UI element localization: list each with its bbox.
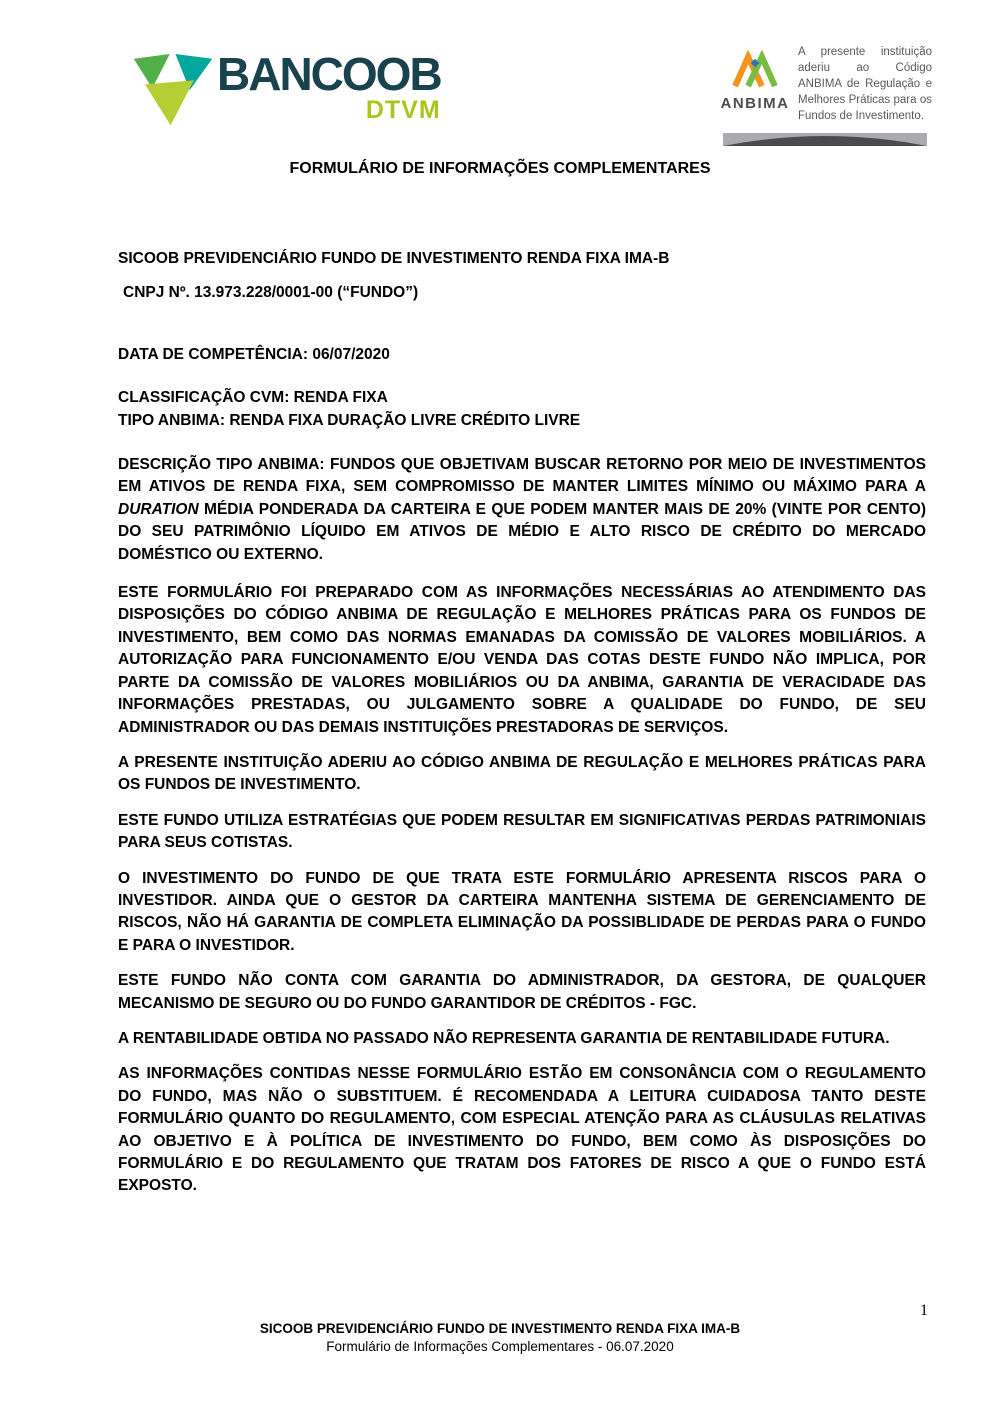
- paragraph-sem-garantia-fgc: ESTE FUNDO NÃO CONTA COM GARANTIA DO ADMINISTRADOR, DA GESTORA, DE QUALQUER MECANISMO DE SEGURO OU DO FUNDO GARANTIDOR DE CRÉDITOS - FGC.: [118, 972, 926, 1012]
- paragraph-consonancia-regulamento: AS INFORMAÇÕES CONTIDAS NESSE FORMULÁRIO ESTÃO EM CONSONÂNCIA COM O REGULAMENTO DO FUNDO, MAS NÃO O SUBSTITUEM. É RECOMENDADA A LEITURA CUIDADOSA TANTO DESTE FORMULÁRIO QUANTO DO REGULAMENTO, COM ESPECIAL ATENÇÃO PARA AS CLÁUSULAS RELATIVAS AO OBJETIVO E À POLÍTICA DE INVESTIMENTO DO FUNDO, BEM COMO ÀS DISPOSIÇÕES DO FORMULÁRIO E DO REGULAMENTO QUE TRATAM DOS FATORES DE RISCO A QUE O FUNDO ESTÁ EXPOSTO.: [118, 1065, 926, 1195]
- footer-fund-name: SICOOB PREVIDENCIÁRIO FUNDO DE INVESTIMENTO RENDA FIXA IMA-B: [259, 1321, 741, 1336]
- anbima-seal: [718, 44, 932, 148]
- document-body: [118, 248, 926, 1198]
- bancoob-wordmark: [217, 48, 441, 124]
- paragraph-estrategias-perdas: ESTE FUNDO UTILIZA ESTRATÉGIAS QUE PODEM RESULTAR EM SIGNIFICATIVAS PERDAS PATRIMONIAIS PARA SEUS COTISTAS.: [118, 811, 926, 852]
- anbima-wordmark: ANBIMA: [720, 95, 790, 112]
- anbima-m-icon: [732, 48, 778, 92]
- bancoob-division: DTVM: [365, 96, 441, 124]
- descricao-post: MÉDIA PONDERADA DA CARTEIRA E QUE PODEM MANTER MAIS DE 20% (VINTE POR CENTO) DO SEU PATRIMÔNIO LÍQUIDO EM ATIVOS DE MÉDIO E ALTO RISCO DE CRÉDITO DO MERCADO DOMÉSTICO OU EXTERNO.: [118, 500, 926, 563]
- field-classificacao-cvm: CLASSIFICAÇÃO CVM: RENDA FIXA: [118, 389, 388, 407]
- paragraph-adesao-codigo-anbima: A PRESENTE INSTITUIÇÃO ADERIU AO CÓDIGO ANBIMA DE REGULAÇÃO E MELHORES PRÁTICAS PARA OS FUNDOS DE INVESTIMENTO.: [118, 753, 926, 794]
- paragraph-descricao-tipo-anbima: [118, 454, 926, 566]
- bancoob-logo: [133, 48, 441, 128]
- anbima-swoosh-graphic: [723, 132, 927, 148]
- page-number: 1: [920, 1302, 928, 1319]
- paragraph-riscos-investidor: O INVESTIMENTO DO FUNDO DE QUE TRATA ESTE FORMULÁRIO APRESENTA RISCOS PARA O INVESTIDOR. AINDA QUE O GESTOR DA CARTEIRA MANTENHA SISTEMA DE GERENCIAMENTO DE RISCOS, NÃO HÁ GARANTIA DE COMPLETA ELIMINAÇÃO DA POSSIBLIDADE DE PERDAS PARA O FUNDO E PARA O INVESTIDOR.: [118, 869, 926, 954]
- field-data-competencia: DATA DE COMPETÊNCIA: 06/07/2020: [118, 345, 390, 363]
- descricao-italic-term: DURATION: [118, 500, 199, 518]
- field-tipo-anbima: TIPO ANBIMA: RENDA FIXA DURAÇÃO LIVRE CRÉDITO LIVRE: [118, 411, 581, 429]
- fund-cnpj: CNPJ Nº. 13.973.228/0001-00 (“FUNDO”): [123, 284, 419, 302]
- descricao-pre: DESCRIÇÃO TIPO ANBIMA: FUNDOS QUE OBJETIVAM BUSCAR RETORNO POR MEIO DE INVESTIMENTOS EM ATIVOS DE RENDA FIXA, SEM COMPROMISSO DE MANTER LIMITES MÍNIMO OU MÁXIMO PARA A: [118, 456, 926, 496]
- paragraph-rentabilidade-passada: A RENTABILIDADE OBTIDA NO PASSADO NÃO REPRESENTA GARANTIA DE RENTABILIDADE FUTURA.: [118, 1029, 890, 1047]
- fund-name: SICOOB PREVIDENCIÁRIO FUNDO DE INVESTIMENTO RENDA FIXA IMA-B: [118, 250, 670, 267]
- paragraph-preparo-formulario: ESTE FORMULÁRIO FOI PREPARADO COM AS INFORMAÇÕES NECESSÁRIAS AO ATENDIMENTO DAS DISPOSIÇÕES DO CÓDIGO ANBIMA DE REGULAÇÃO E MELHORES PRÁTICAS PARA OS FUNDOS DE INVESTIMENTO, BEM COMO DAS NORMAS EMANADAS DA COMISSÃO DE VALORES MOBILIÁRIOS. A AUTORIZAÇÃO PARA FUNCIONAMENTO E/OU VENDA DAS COTAS DESTE FUNDO NÃO IMPLICA, POR PARTE DA COMISSÃO DE VALORES MOBILIÁRIOS OU DA ANBIMA, GARANTIA DE VERACIDADE DAS INFORMAÇÕES PRESTADAS, OU JULGAMENTO SOBRE A QUALIDADE DO FUNDO, DE SEU ADMINISTRADOR OU DAS DEMAIS INSTITUIÇÕES PRESTADORAS DE SERVIÇOS.: [118, 584, 926, 736]
- page-title: FORMULÁRIO DE INFORMAÇÕES COMPLEMENTARES: [289, 160, 711, 177]
- bancoob-triangle-icon: [133, 52, 213, 128]
- bancoob-name: BANCOOB: [217, 48, 441, 100]
- anbima-seal-text: A presente instituição aderiu ao Código ANBIMA de Regulação e Melhores Práticas para os Fundos de Investimento.: [798, 46, 932, 122]
- footer-document-info: Formulário de Informações Complementares - 06.07.2020: [326, 1339, 674, 1354]
- anbima-logo: [718, 44, 792, 112]
- page-footer: [0, 1320, 1000, 1356]
